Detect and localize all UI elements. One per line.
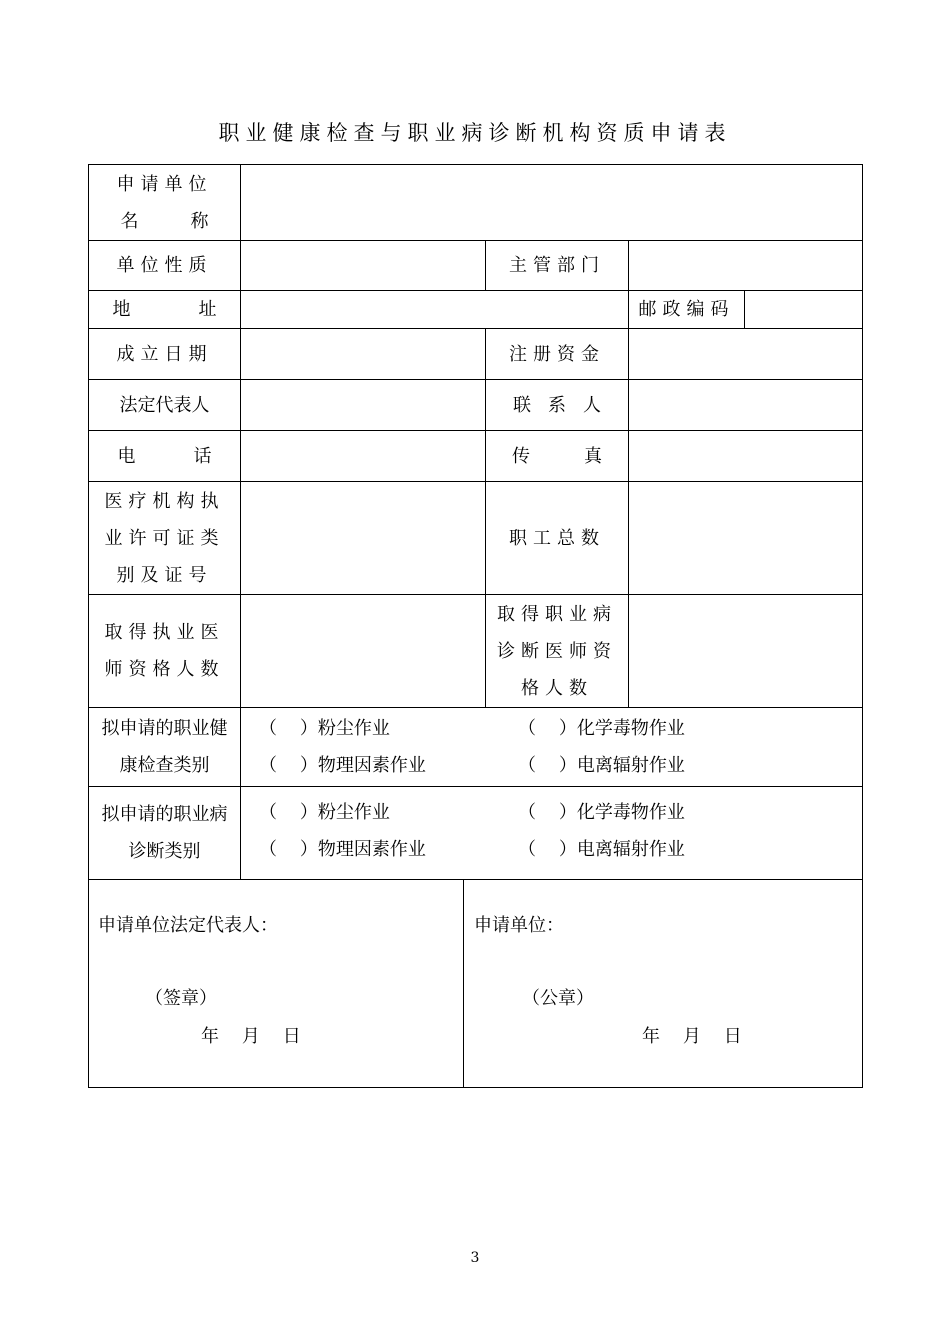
supervisor-field[interactable] <box>628 240 863 291</box>
fax-field[interactable] <box>628 430 863 482</box>
phone-label-text <box>118 438 212 475</box>
legal-rep-field[interactable] <box>240 379 486 431</box>
form-title: 职业健康检查与职业病诊断机构资质申请表 <box>218 121 732 145</box>
applicant-name-label-line1: 申请单位 <box>116 173 213 195</box>
licensed-doctors-line2: 师资格人数 <box>104 659 225 680</box>
capital-field[interactable] <box>628 328 863 380</box>
license-field[interactable] <box>240 481 486 595</box>
fax-label <box>485 430 629 482</box>
address-char-b: 址 <box>198 299 217 320</box>
applicant-name-field[interactable] <box>240 164 863 241</box>
address-label <box>88 290 241 329</box>
health-check-line1: 拟申请的职业健 <box>101 718 228 739</box>
supervisor-label: 主管部门 <box>485 240 629 291</box>
licensed-doctors-field[interactable] <box>240 594 486 708</box>
legal-rep-signature-box[interactable] <box>88 879 464 1088</box>
address-char-a: 地 <box>112 299 131 320</box>
phone-char-b: 话 <box>193 445 212 467</box>
diagnosis-line1: 拟申请的职业病 <box>101 804 228 825</box>
postcode-label: 邮政编码 <box>628 290 745 329</box>
applicant-seal-label: 申请单位： <box>474 915 564 936</box>
diagnosis-option-chemical[interactable]: （ ）化学毒物作业 <box>518 802 685 823</box>
health-check-option-radiation[interactable]: （ ）电离辐射作业 <box>518 755 685 776</box>
capital-label: 注册资金 <box>485 328 629 380</box>
license-label-line2: 业许可证类 <box>104 527 225 549</box>
license-label <box>88 481 241 595</box>
legal-rep-date: 年 月 日 <box>201 1026 301 1047</box>
applicant-name-char-a: 名 <box>120 210 139 232</box>
health-check-option-physical[interactable]: （ ）物理因素作业 <box>259 755 426 776</box>
contact-char-b: 系 <box>548 394 566 416</box>
diagnosis-options <box>240 786 863 880</box>
legal-rep-signature-label: 申请单位法定代表人： <box>98 915 278 936</box>
postcode-field[interactable] <box>744 290 863 329</box>
diagnosis-option-radiation[interactable]: （ ）电离辐射作业 <box>518 839 685 860</box>
license-label-line3: 别及证号 <box>116 564 213 586</box>
health-check-option-dust[interactable]: （ ）粉尘作业 <box>259 718 390 739</box>
contact-label-text <box>513 387 601 424</box>
phone-field[interactable] <box>240 430 486 482</box>
applicant-seal-box[interactable] <box>463 879 863 1088</box>
staff-total-label: 职工总数 <box>485 481 629 595</box>
licensed-doctors-line1: 取得执业医 <box>104 622 225 643</box>
staff-total-field[interactable] <box>628 481 863 595</box>
od-doctors-line1: 取得职业病 <box>497 603 617 625</box>
diagnosis-line2: 诊断类别 <box>128 841 201 862</box>
od-doctors-line2: 诊断医师资 <box>497 640 617 662</box>
applicant-date: 年 月 日 <box>642 1026 742 1047</box>
unit-nature-field[interactable] <box>240 240 486 291</box>
established-field[interactable] <box>240 328 486 380</box>
applicant-name-label <box>88 164 241 241</box>
licensed-doctors-label <box>88 594 241 708</box>
established-label: 成立日期 <box>88 328 241 380</box>
od-doctors-label <box>485 594 629 708</box>
license-label-line1: 医疗机构执 <box>104 490 225 512</box>
contact-label <box>485 379 629 431</box>
diagnosis-option-dust[interactable]: （ ）粉尘作业 <box>259 802 390 823</box>
contact-field[interactable] <box>628 379 863 431</box>
address-label-text <box>113 291 217 328</box>
diagnosis-category-label <box>88 786 241 880</box>
health-check-option-chemical[interactable]: （ ）化学毒物作业 <box>518 718 685 739</box>
contact-char-c: 人 <box>583 394 601 416</box>
page-number: 3 <box>470 1250 480 1266</box>
contact-char-a: 联 <box>513 394 531 416</box>
legal-rep-seal-label: （签章） <box>145 988 217 1009</box>
phone-char-a: 电 <box>117 445 136 467</box>
address-field[interactable] <box>240 290 629 329</box>
fax-label-text <box>512 438 602 475</box>
applicant-name-label-line2 <box>121 203 209 240</box>
unit-nature-label: 单位性质 <box>88 240 241 291</box>
health-check-line2: 康检查类别 <box>119 755 210 776</box>
legal-rep-label: 法定代表人 <box>88 379 241 431</box>
od-doctors-line3: 格人数 <box>521 677 593 699</box>
od-doctors-field[interactable] <box>628 594 863 708</box>
health-check-category-label <box>88 707 241 787</box>
official-seal-label: （公章） <box>522 988 594 1009</box>
health-check-options <box>240 707 863 787</box>
phone-label <box>88 430 241 482</box>
diagnosis-option-physical[interactable]: （ ）物理因素作业 <box>259 839 426 860</box>
applicant-name-char-b: 称 <box>190 210 209 232</box>
fax-char-a: 传 <box>512 445 530 467</box>
fax-char-b: 真 <box>584 445 602 467</box>
